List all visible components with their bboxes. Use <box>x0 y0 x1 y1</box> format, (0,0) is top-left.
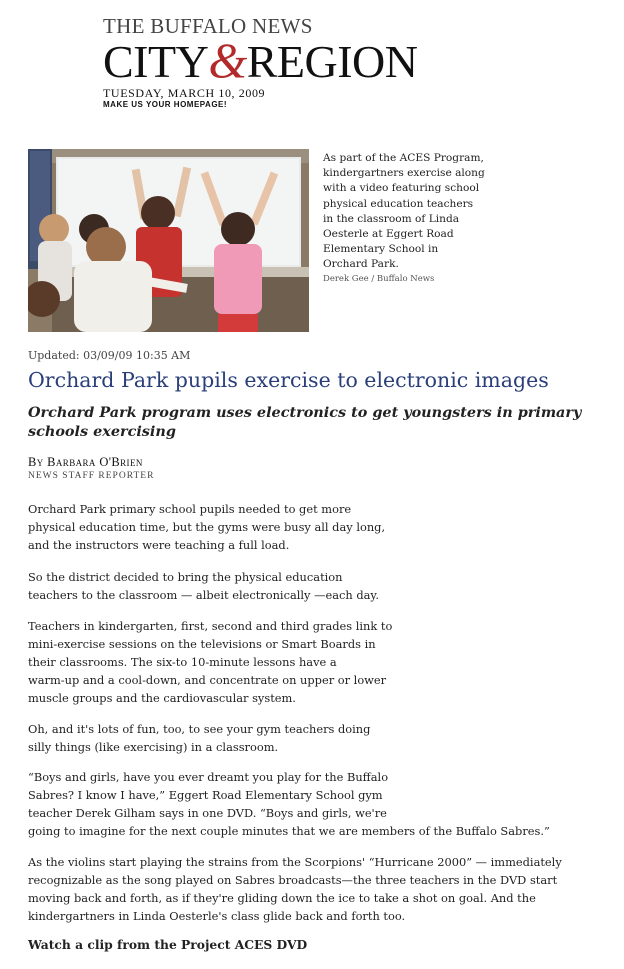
byline: By Barbara O'Brien <box>28 455 143 469</box>
article-deck <box>28 403 620 441</box>
article-paragraph <box>28 720 370 756</box>
section-title-region: REGION <box>246 36 418 87</box>
paragraph-line: their classrooms. The six-to 10-minute lessons have a <box>28 655 337 670</box>
caption-line: Elementary School in <box>323 243 439 256</box>
caption-line: kindergartners exercise along <box>323 167 485 180</box>
watch-clip-link[interactable]: Watch a clip from the Project ACES DVD <box>28 937 308 952</box>
paragraph-line: teachers to the classroom — albeit electronically —each day. <box>28 588 379 603</box>
byline-role: NEWS STAFF REPORTER <box>28 471 155 481</box>
paragraph-line: recognizable as the song played on Sabres broadcasts—the three teachers in the DVD start <box>28 873 558 888</box>
paragraph-line: So the district decided to bring the physical education <box>28 570 343 584</box>
edition-date: TUESDAY, MARCH 10, 2009 <box>103 86 266 100</box>
caption-line: Orchard Park. <box>323 258 399 271</box>
paragraph-line: mini-exercise sessions on the televisions or Smart Boards in <box>28 637 376 652</box>
article-paragraph <box>28 853 562 925</box>
caption-line: As part of the ACES Program, <box>323 152 484 164</box>
caption-line: physical education teachers <box>323 197 474 210</box>
article-headline: Orchard Park pupils exercise to electronic images <box>28 368 549 392</box>
paragraph-line: Teachers in kindergarten, first, second and third grades link to <box>28 619 393 633</box>
caption-line: Oesterle at Eggert Road <box>323 228 454 241</box>
paragraph-line: As the violins start playing the strains from the Scorpions' “Hurricane 2000” — immediately <box>28 855 562 869</box>
paragraph-line: physical education time, but the gyms were busy all day long, <box>28 520 386 535</box>
deck-line: schools exercising <box>28 423 176 440</box>
paragraph-line: muscle groups and the cardiovascular system. <box>28 691 296 706</box>
paragraph-line: kindergartners in Linda Oesterle's class glide back and forth too. <box>28 909 406 924</box>
newspaper-name: THE BUFFALO NEWS <box>103 14 313 38</box>
kids-exercising-photo <box>28 149 309 332</box>
paragraph-line: silly things (like exercising) in a classroom. <box>28 740 279 755</box>
article-paragraph <box>28 768 550 840</box>
paragraph-line: Oh, and it's lots of fun, too, to see your gym teachers doing <box>28 722 371 736</box>
section-title-ampersand: & <box>208 32 247 88</box>
deck-line: Orchard Park program uses electronics to get youngsters in primary <box>28 404 582 421</box>
section-title[interactable] <box>103 32 483 88</box>
photo-caption <box>323 151 508 286</box>
paragraph-line: Orchard Park primary school pupils needed to get more <box>28 502 352 516</box>
make-homepage-link[interactable]: MAKE US YOUR HOMEPAGE! <box>103 100 228 109</box>
updated-timestamp: Updated: 03/09/09 10:35 AM <box>28 349 191 362</box>
article-paragraph <box>28 617 392 707</box>
paragraph-line: teacher Derek Gilham says in one DVD. “Boys and girls, we're <box>28 806 387 821</box>
paragraph-line: going to imagine for the next couple minutes that we are members of the Buffalo Sabres.” <box>28 824 550 839</box>
article-photo <box>28 149 309 332</box>
section-title-city: CITY <box>103 36 209 87</box>
paragraph-line: Sabres? I know I have,” Eggert Road Elementary School gym <box>28 788 383 803</box>
paragraph-line: “Boys and girls, have you ever dreamt you play for the Buffalo <box>28 770 389 784</box>
caption-line: in the classroom of Linda <box>323 212 460 225</box>
paragraph-line: warm-up and a cool-down, and concentrate on upper or lower <box>28 673 387 688</box>
paragraph-line: moving back and forth, as if they're gliding down the ice to take a shot on goal. And the <box>28 891 536 906</box>
caption-line: with a video featuring school <box>323 182 480 195</box>
masthead <box>103 14 483 110</box>
article-paragraph <box>28 500 385 554</box>
article-paragraph <box>28 568 379 604</box>
photo-credit: Derek Gee / Buffalo News <box>323 273 435 284</box>
paragraph-line: and the instructors were teaching a full load. <box>28 538 290 553</box>
